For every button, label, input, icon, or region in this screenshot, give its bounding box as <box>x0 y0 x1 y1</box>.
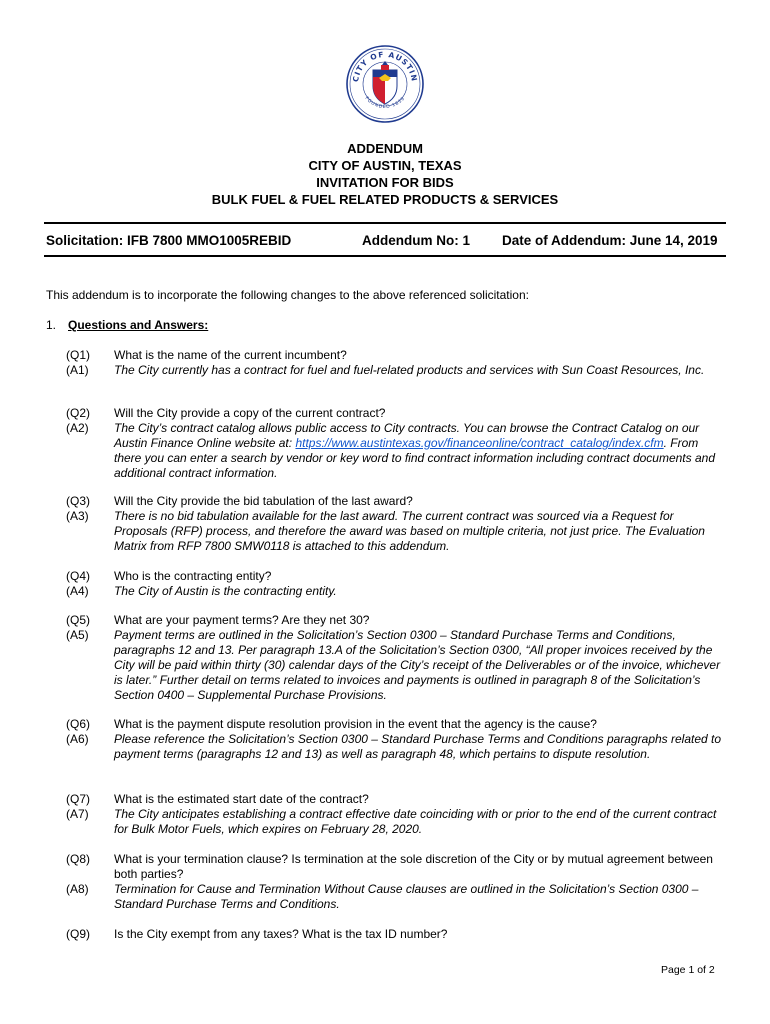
intro-text: This addendum is to incorporate the following changes to the above referenced solicitation: <box>46 288 529 302</box>
answer-text: The City currently has a contract for fuel and fuel-related products and services with Sun Coast Resources, Inc. <box>114 363 705 377</box>
qa-item-6 <box>66 717 726 762</box>
city-of-austin-seal <box>345 44 425 124</box>
addendum-number: Addendum No: 1 <box>362 233 470 248</box>
answer-label: (A7) <box>66 807 89 821</box>
question-text: Will the City provide the bid tabulation of the last award? <box>114 494 413 508</box>
section-title: Questions and Answers: <box>68 318 209 332</box>
question-text: Who is the contracting entity? <box>114 569 272 583</box>
answer-text: The City of Austin is the contracting entity. <box>114 584 337 598</box>
question-label: (Q9) <box>66 927 90 941</box>
question-label: (Q7) <box>66 792 90 806</box>
answer-text-post: . From there you can enter a search by vendor or key word to find contract information including contract documents and additional contract information. <box>114 436 715 480</box>
title-subject: BULK FUEL & FUEL RELATED PRODUCTS & SERVICES <box>211 192 559 207</box>
answer-text: The City anticipates establishing a contract effective date coinciding with or prior to the end of the current contract for Bulk Motor Fuels, which expires on February 28, 2020. <box>114 807 717 836</box>
seal-bottom-text: FOUNDED 1839 <box>363 96 407 111</box>
top-divider <box>44 222 726 224</box>
answer-label: (A6) <box>66 732 89 746</box>
answer-text-pre: The City’s contract catalog allows public access to City contracts. You can browse the Contract Catalog on our Austin Finance Online website at: <box>114 421 700 450</box>
question-text: What are your payment terms? Are they net 30? <box>114 613 370 627</box>
question-text: What is the estimated start date of the contract? <box>114 792 369 806</box>
qa-item-5 <box>66 613 726 703</box>
qa-item-7 <box>66 792 726 837</box>
title-city: CITY OF AUSTIN, TEXAS <box>308 158 462 173</box>
question-label: (Q1) <box>66 348 90 362</box>
answer-text: Termination for Cause and Termination Without Cause clauses are outlined in the Solicitation’s Section 0300 – Standard Purchase Terms and Conditions. <box>114 882 699 911</box>
question-label: (Q6) <box>66 717 90 731</box>
seal-top-text: CITY OF AUSTIN <box>350 49 420 83</box>
solicitation-number: Solicitation: IFB 7800 MMO1005REBID <box>46 233 292 248</box>
qa-item-4 <box>66 569 726 599</box>
answer-label: (A5) <box>66 628 89 642</box>
addendum-date: Date of Addendum: June 14, 2019 <box>502 233 718 248</box>
answer-text <box>114 421 726 481</box>
question-label: (Q5) <box>66 613 90 627</box>
question-text: Will the City provide a copy of the current contract? <box>114 406 386 420</box>
title-addendum: ADDENDUM <box>347 141 423 156</box>
answer-label: (A3) <box>66 509 89 523</box>
answer-label: (A1) <box>66 363 89 377</box>
qa-item-3 <box>66 494 726 554</box>
answer-label: (A8) <box>66 882 89 896</box>
qa-item-1 <box>66 348 726 378</box>
qa-item-8 <box>66 852 726 912</box>
title-invitation: INVITATION FOR BIDS <box>316 175 454 190</box>
question-label: (Q2) <box>66 406 90 420</box>
document-title-block <box>0 140 770 208</box>
contract-catalog-link[interactable]: https://www.austintexas.gov/financeonline/contract_catalog/index.cfm <box>295 436 664 450</box>
question-text: What is the payment dispute resolution provision in the event that the agency is the cause? <box>114 717 597 731</box>
question-label: (Q4) <box>66 569 90 583</box>
qa-item-9 <box>66 927 726 942</box>
answer-text: Please reference the Solicitation’s Section 0300 – Standard Purchase Terms and Conditions paragraphs related to payment terms (paragraphs 12 and 13) as well as paragraph 48, which pertains to dispute resolution. <box>114 732 722 761</box>
question-text: Is the City exempt from any taxes? What is the tax ID number? <box>114 927 448 941</box>
answer-text: Payment terms are outlined in the Solicitation’s Section 0300 – Standard Purchase Terms and Conditions, paragraphs 12 and 13. Per paragraph 13.A of the Solicitation’s Section 0300, “All proper invoices received by the City will be paid within thirty (30) calendar days of the City’s receipt of the Deliverables or of the invoice, whichever is later.” Further detail on terms related to invoices and payments is outlined in paragraph 8 of the Solicitation’s Section 0400 – Supplemental Purchase Provisions. <box>114 628 721 702</box>
question-text: What is your termination clause? Is termination at the sole discretion of the City or by mutual agreement between both parties? <box>114 852 713 881</box>
question-label: (Q3) <box>66 494 90 508</box>
page-number: Page 1 of 2 <box>661 964 715 976</box>
answer-label: (A2) <box>66 421 89 435</box>
question-label: (Q8) <box>66 852 90 866</box>
qa-item-2 <box>66 406 726 481</box>
answer-label: (A4) <box>66 584 89 598</box>
question-text: What is the name of the current incumbent? <box>114 348 347 362</box>
section-number: 1. <box>46 318 57 332</box>
bottom-divider <box>44 255 726 257</box>
answer-text: There is no bid tabulation available for the last award. The current contract was sourced via a Request for Proposals (RFP) process, and therefore the award was based on multiple criteria, not just price. The Evaluation Matrix from RFP 7800 SMW0118 is attached to this addendum. <box>114 509 705 553</box>
